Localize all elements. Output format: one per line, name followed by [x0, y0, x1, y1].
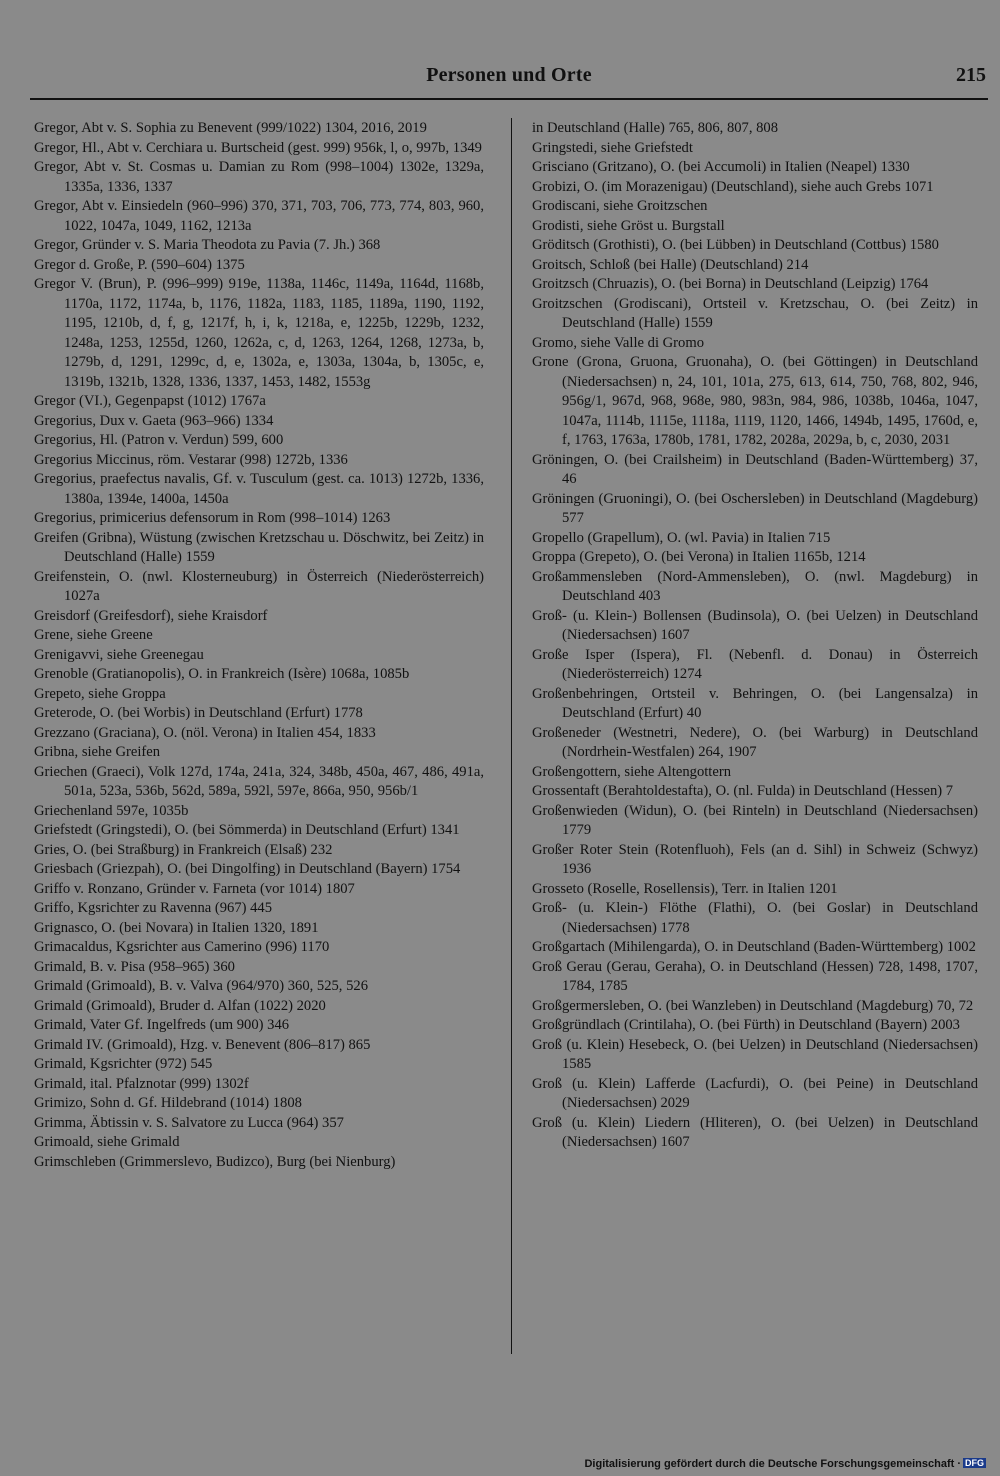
index-entry: Gröningen (Gruoningi), O. (bei Oschersleben) in Deutschland (Magdeburg) 577: [532, 490, 978, 526]
index-entry: Groß (u. Klein) Lafferde (Lacfurdi), O. (bei Peine) in Deutschland (Niedersachsen) 2029: [532, 1075, 978, 1111]
index-entry: Gregor, Hl., Abt v. Cerchiara u. Burtscheid (gest. 999) 956k, l, o, 997b, 1349: [34, 139, 482, 156]
index-entry: Greisdorf (Greifesdorf), siehe Kraisdorf: [34, 607, 268, 624]
index-entry: Groß- (u. Klein-) Flöthe (Flathi), O. (bei Goslar) in Deutschland (Niedersachsen) 1778: [532, 900, 978, 936]
index-entry: Gregorius, primicerius defensorum in Rom (998–1014) 1263: [34, 510, 391, 526]
column-divider: [511, 118, 512, 1354]
index-entry: Gregor, Abt v. S. Sophia zu Benevent (999/1022) 1304, 2016, 2019: [34, 120, 427, 136]
index-entry: Grezzano (Graciana), O. (nöl. Verona) in Italien 454, 1833: [34, 724, 376, 741]
index-entry: Gregor V. (Brun), P. (996–999) 919e, 1138a, 1146c, 1149a, 1164d, 1168b, 1170a, 1172, 1174a, b, 1176, 1182a, 1183, 1185, 1189a, 1190, 1192, 1195, 1210b, d, f, g, 1217f, h, i, k, 1218a, e, 1225b, 1229b, 1232, 1248a, 1253, 1255d, 1260, 1262a, c, d, 1263, 1264, 1268, 1273a, b, 1279b, d, 1291, 1299c, d, e, 1302a, e, 1303a, 1304a, b, 1305c, e, 1319b, 1321b, 1328, 1336, 1337, 1453, 1482, 1553g: [34, 276, 484, 390]
index-entry: Großgartach (Mihilengarda), O. in Deutschland (Baden-Württemberg) 1002: [532, 939, 976, 955]
index-entry: Groß (u. Klein) Hesebeck, O. (bei Uelzen) in Deutschland (Niedersachsen) 1585: [532, 1036, 978, 1072]
index-entry: Grimald, B. v. Pisa (958–965) 360: [34, 958, 235, 975]
index-entry: Groß Gerau (Gerau, Geraha), O. in Deutschland (Hessen) 728, 1498, 1707, 1784, 1785: [532, 958, 978, 994]
index-entry: Griffo v. Ronzano, Gründer v. Farneta (vor 1014) 1807: [34, 880, 355, 897]
index-entry: Groitzsch (Chruazis), O. (bei Borna) in Deutschland (Leipzig) 1764: [532, 276, 929, 292]
credit-text: Digitalisierung gefördert durch die Deutsche Forschungsgemeinschaft ·: [584, 1458, 961, 1470]
index-entry: Grimald (Grimoald), B. v. Valva (964/970) 360, 525, 526: [34, 978, 368, 994]
index-entry: Grimald, Kgsrichter (972) 545: [34, 1056, 213, 1072]
index-entry: Gribna, siehe Greifen: [34, 744, 161, 760]
page-number: 215: [956, 64, 986, 86]
index-entry: Große Isper (Ispera), Fl. (Nebenfl. d. Donau) in Österreich (Niederösterreich) 1274: [532, 646, 978, 682]
index-entry: Gregor, Abt v. Einsiedeln (960–996) 370, 371, 703, 706, 773, 774, 803, 960, 1022, 1047a, 1049, 1162, 1213a: [34, 198, 484, 234]
index-entry: Groitsch, Schloß (bei Halle) (Deutschland) 214: [532, 256, 809, 273]
index-column-left: [34, 119, 484, 1172]
index-entry: Grimald IV. (Grimoald), Hzg. v. Benevent (806–817) 865: [34, 1036, 371, 1053]
index-entry: Grimizo, Sohn d. Gf. Hildebrand (1014) 1808: [34, 1095, 302, 1111]
index-entry: Grimald, ital. Pfalznotar (999) 1302f: [34, 1075, 249, 1092]
dfg-logo: DFG: [965, 1458, 984, 1468]
index-entry: Groppa (Grepeto), O. (bei Verona) in Italien 1165b, 1214: [532, 549, 866, 565]
index-entry: Gregor, Abt v. St. Cosmas u. Damian zu Rom (998–1004) 1302e, 1329a, 1335a, 1336, 1337: [34, 159, 484, 195]
index-entry: Grenigavvi, siehe Greenegau: [34, 646, 204, 663]
index-entry: Grone (Grona, Gruona, Gruonaha), O. (bei Göttingen) in Deutschland (Niedersachsen) n, 24, 101, 101a, 275, 613, 614, 750, 768, 802, 946, 956g/1, 967d, 968, 968e, 980, 983n, 984, 986, 1038b, 1046a, 1047, 1047a, 1114b, 1115e, 1118a, 1119, 1120, 1466, 1494b, 1495, 1760d, e, f, 1763, 1763a, 1780b, 1781, 1782, 2028a, 2029a, b, c, 2030, 2031: [532, 354, 978, 448]
index-entry: Gröditsch (Grothisti), O. (bei Lübben) in Deutschland (Cottbus) 1580: [532, 237, 939, 253]
index-entry: Groitzschen (Grodiscani), Ortsteil v. Kretzschau, O. (bei Zeitz) in Deutschland (Halle) 1559: [532, 295, 978, 331]
index-entry: Gropello (Grapellum), O. (wl. Pavia) in Italien 715: [532, 529, 831, 546]
index-entry: Grimma, Äbtissin v. S. Salvatore zu Lucca (964) 357: [34, 1114, 344, 1131]
index-entry: Gregorius, Hl. (Patron v. Verdun) 599, 600: [34, 432, 284, 448]
index-entry: Gregor (VI.), Gegenpapst (1012) 1767a: [34, 393, 266, 409]
index-entry: Grodisti, siehe Gröst u. Burgstall: [532, 217, 725, 234]
index-entry: Grene, siehe Greene: [34, 627, 153, 643]
index-entry: Griechen (Graeci), Volk 127d, 174a, 241a, 324, 348b, 450a, 467, 486, 491a, 501a, 523a, 536b, 562d, 589a, 592l, 597e, 866a, 950, 956b/1: [34, 763, 484, 799]
index-entry: Gries, O. (bei Straßburg) in Frankreich (Elsaß) 232: [34, 841, 333, 858]
index-entry: Grosseto (Roselle, Rosellensis), Terr. in Italien 1201: [532, 880, 838, 897]
index-entry: Grisciano (Gritzano), O. (bei Accumoli) in Italien (Neapel) 1330: [532, 159, 910, 175]
index-entry: Griechenland 597e, 1035b: [34, 802, 189, 819]
index-entry: Griesbach (Griezpah), O. (bei Dingolfing) in Deutschland (Bayern) 1754: [34, 861, 461, 877]
index-entry: Großeneder (Westnetri, Nedere), O. (bei Warburg) in Deutschland (Nordrhein-Westfalen) 264, 1907: [532, 724, 978, 760]
index-entry: Grimschleben (Grimmerslevo, Budizco), Burg (bei Nienburg): [34, 1153, 396, 1170]
index-entry: Großer Roter Stein (Rotenfluoh), Fels (an d. Sihl) in Schweiz (Schwyz) 1936: [532, 841, 978, 877]
index-entry: in Deutschland (Halle) 765, 806, 807, 808: [532, 120, 779, 136]
index-entry: Gregorius Miccinus, röm. Vestarar (998) 1272b, 1336: [34, 451, 348, 468]
index-entry: Greifenstein, O. (nwl. Klosterneuburg) in Österreich (Niederösterreich) 1027a: [34, 568, 484, 604]
index-entry: Großengottern, siehe Altengottern: [532, 763, 731, 780]
page-header: [30, 62, 988, 94]
index-entry: Grimacaldus, Kgsrichter aus Camerino (996) 1170: [34, 939, 330, 955]
index-entry: Griffo, Kgsrichter zu Ravenna (967) 445: [34, 900, 273, 916]
index-entry: Grenoble (Gratianopolis), O. in Frankreich (Isère) 1068a, 1085b: [34, 666, 410, 682]
index-entry: Grossentaft (Berahtoldestafta), O. (nl. Fulda) in Deutschland (Hessen) 7: [532, 783, 954, 799]
index-entry: Griefstedt (Gringstedi), O. (bei Sömmerda) in Deutschland (Erfurt) 1341: [34, 822, 460, 838]
index-entry: Gröningen, O. (bei Crailsheim) in Deutschland (Baden-Württemberg) 37, 46: [532, 451, 978, 487]
header-rule: [30, 98, 988, 100]
index-entry: Groß (u. Klein) Liedern (Hliteren), O. (bei Uelzen) in Deutschland (Niedersachsen) 1607: [532, 1114, 978, 1150]
index-entry: Greterode, O. (bei Worbis) in Deutschland (Erfurt) 1778: [34, 705, 363, 721]
index-entry: Großenwieden (Widun), O. (bei Rinteln) in Deutschland (Niedersachsen) 1779: [532, 802, 978, 838]
index-entry: Gregorius, Dux v. Gaeta (963–966) 1334: [34, 412, 274, 429]
index-entry: Großgermersleben, O. (bei Wanzleben) in Deutschland (Magdeburg) 70, 72: [532, 997, 974, 1014]
index-entry: Grimald (Grimoald), Bruder d. Alfan (1022) 2020: [34, 997, 326, 1014]
running-title: Personen und Orte: [426, 64, 592, 86]
index-entry: Großenbehringen, Ortsteil v. Behringen, O. (bei Langensalza) in Deutschland (Erfurt) 40: [532, 685, 978, 721]
index-entry: Gromo, siehe Valle di Gromo: [532, 334, 704, 351]
index-entry: Grepeto, siehe Groppa: [34, 685, 166, 702]
index-column-right: [532, 119, 978, 1153]
index-entry: Groß- (u. Klein-) Bollensen (Budinsola), O. (bei Uelzen) in Deutschland (Niedersachsen) 1607: [532, 607, 978, 643]
index-entry: Großgründlach (Crintilaha), O. (bei Fürth) in Deutschland (Bayern) 2003: [532, 1017, 960, 1033]
index-entry: Gregorius, praefectus navalis, Gf. v. Tusculum (gest. ca. 1013) 1272b, 1336, 1380a, 1394e, 1400a, 1450a: [34, 471, 484, 507]
digitization-credit: [584, 1458, 986, 1470]
index-entry: Gregor d. Große, P. (590–604) 1375: [34, 256, 245, 273]
index-entry: Grodiscani, siehe Groitzschen: [532, 198, 708, 214]
index-entry: Gregor, Gründer v. S. Maria Theodota zu Pavia (7. Jh.) 368: [34, 237, 381, 253]
index-entry: Großammensleben (Nord-Ammensleben), O. (nwl. Magdeburg) in Deutschland 403: [532, 568, 978, 604]
index-entry: Grobizi, O. (im Morazenigau) (Deutschland), siehe auch Grebs 1071: [532, 178, 934, 195]
index-entry: Grimald, Vater Gf. Ingelfreds (um 900) 346: [34, 1017, 290, 1033]
index-entry: Grimoald, siehe Grimald: [34, 1134, 180, 1150]
index-entry: Grignasco, O. (bei Novara) in Italien 1320, 1891: [34, 919, 319, 936]
index-entry: Gringstedi, siehe Griefstedt: [532, 139, 693, 156]
index-entry: Greifen (Gribna), Wüstung (zwischen Kretzschau u. Döschwitz, bei Zeitz) in Deutschland (Halle) 1559: [34, 529, 484, 565]
